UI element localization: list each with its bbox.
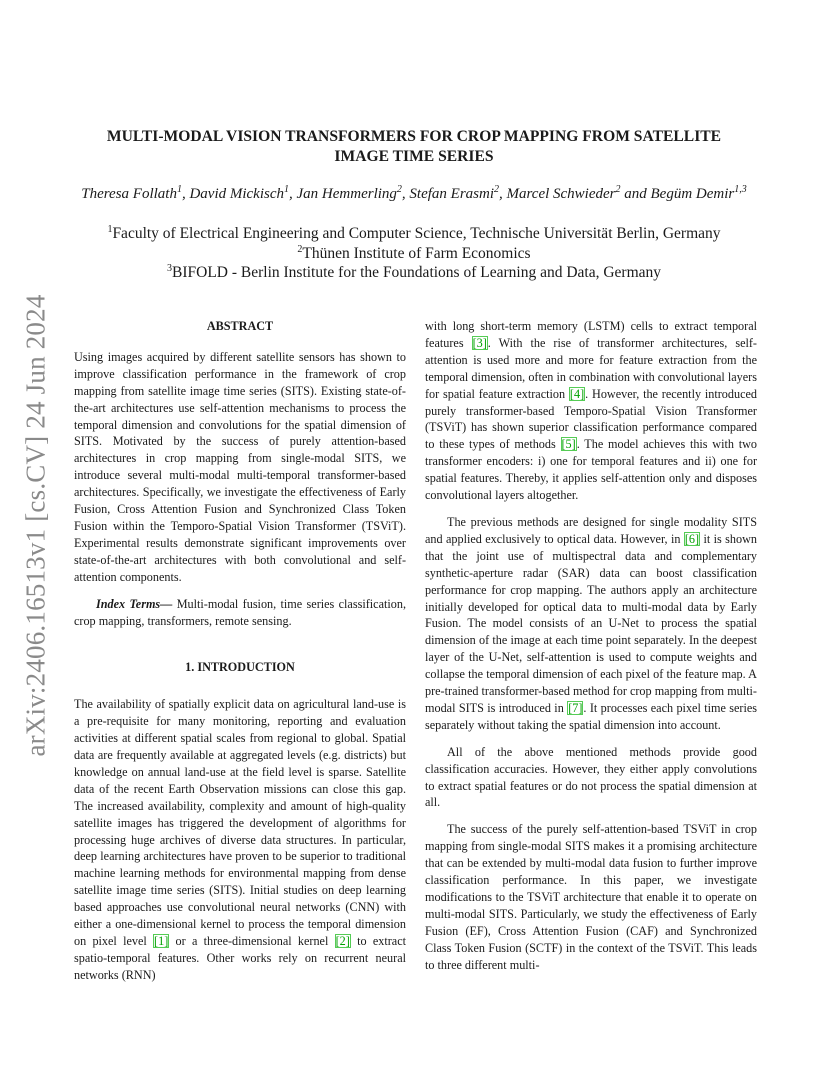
affiliation-3 xyxy=(60,263,768,283)
paragraph-text: it is shown that the joint use of multispectral data and complementary synthetic-aperture radar (SAR) data can boost classification performance for crop mapping. The authors apply an architecture initially developed for optical data to multi-modal data by Early Fusion. The model consists of an U-Net to process the spatial dimension of the image at each time point separately. In the deepest layer of the U-Net, self-attention is used to compute weights and collapse the temporal dimension of each pixel of the feature map. A pre-trained transformer-based method for crop mapping from multi-modal SITS is introduced in xyxy=(425,531,757,715)
author-name: Begüm Demir xyxy=(650,186,735,202)
author-separator: , xyxy=(499,186,507,202)
introduction-heading: 1. INTRODUCTION xyxy=(185,660,295,675)
affiliation-text: BIFOLD - Berlin Institute for the Foundations of Learning and Data, Germany xyxy=(172,264,661,281)
paragraph-text: The availability of spatially explicit data on agricultural land-use is a pre-requisite for many monitoring, reporting and evaluation activities at different spatial scales from regional to global. Spatial data are frequently available at aggregated levels (e.g. districts) but knowledge on annual land-use at the field level is sparse. Satellite data of the recent Earth Observation missions can close this gap. The increased availability, complexity and amount of high-quality satellite images has triggered the development of algorithms for processing huge archives of diverse data structures. In particular, deep learning architectures have proven to be superior to traditional machine learning methods for environmental mapping from dense satellite image time series (SITS). Initial studies on deep learning based approaches use convolutional neural networks (CNN) with either a one-dimensional kernel to process the temporal dimension on pixel level xyxy=(74,697,406,948)
paragraph-text: or a three-dimensional kernel xyxy=(169,934,335,948)
citation-link[interactable]: [6] xyxy=(684,531,700,546)
author-separator: , xyxy=(401,186,410,202)
author-affil-mark: 1,3 xyxy=(734,184,747,195)
index-terms xyxy=(74,596,406,630)
abstract-text: Using images acquired by different satellite sensors has shown to improve classification performance in the framework of crop mapping from satellite image time series (SITS). Existing state-of-the-art architectures use self-attention mechanisms to process the temporal dimension and convolutions for the spatial dimension of SITS. Motivated by the success of purely attention-based architectures in crop mapping from single-modal SITS, we introduce several multi-modal multi-temporal transformer-based architectures. Specifically, we investigate the effectiveness of Early Fusion, Cross Attention Fusion and Synchronized Class Token Fusion within the Temporo-Spatial Vision Transformer (TSViT). Experimental results demonstrate significant improvements over state-of-the-art architectures with both convolutional and self-attention components. xyxy=(74,349,406,584)
author-affil-mark: 2 xyxy=(494,184,500,195)
intro-paragraph-3: All of the above mentioned methods provide good classification accuracies. However, they either apply convolutions to extract spatial features or do not process the spatial dimension at all. xyxy=(425,744,757,810)
paragraph-text: . The model achieves this with two transformer encoders: i) one for temporal features and ii) one for spatial features. Thereby, it applies self-attention only and disposes convolutional layers altogether. xyxy=(425,437,758,503)
author-separator: , xyxy=(181,186,190,202)
intro-paragraph-1-continued xyxy=(425,318,757,504)
intro-paragraph-4: The success of the purely self-attention-based TSViT in crop mapping from single-modal SITS makes it a promising architecture that can be extended by multi-modal data fusion to further improve classification performance. In this paper, we investigate modifications to the TSViT architecture that enable it to operate on multi-modal SITS. Particularly, we study the effectiveness of Early Fusion (EF), Cross Attention Fusion (CAF) and Synchronized Class Token Fusion (SCTF) in the context of the TSViT. This leads to three different multi- xyxy=(425,822,757,972)
author-list xyxy=(40,184,788,204)
author-affil-mark: 2 xyxy=(396,184,402,195)
affiliation-1 xyxy=(60,224,768,244)
index-terms-label: Index Terms— xyxy=(96,596,173,611)
author-name: David Mickisch xyxy=(189,186,285,202)
intro-paragraph-1 xyxy=(74,696,406,983)
citation-link[interactable]: [3] xyxy=(472,335,487,350)
citation-link[interactable]: [1] xyxy=(154,934,169,948)
intro-paragraph-2 xyxy=(425,514,757,734)
paragraph-text: The previous methods are designed for single modality SITS and applied exclusively to optical data. However, in xyxy=(425,514,757,546)
arxiv-identifier: arXiv:2406.16513v1 [cs.CV] 24 Jun 2024 xyxy=(20,293,51,757)
citation-link[interactable]: [7] xyxy=(568,700,583,715)
affiliation-mark: 3 xyxy=(167,262,172,274)
author-affil-mark: 1 xyxy=(284,184,290,195)
paragraph-text: . However, the recently introduced purely transformer-based Temporo-Spatial Vision Transformer (TSViT) has shown superior classification performance compared to these types of methods xyxy=(425,386,758,452)
author-name: Marcel Schwieder xyxy=(506,186,616,202)
author-separator: , xyxy=(289,186,297,202)
affiliation-mark: 1 xyxy=(107,223,113,235)
author-name: Theresa Follath xyxy=(81,186,177,202)
left-column xyxy=(74,318,406,994)
citation-link[interactable]: [5] xyxy=(561,437,576,452)
arxiv-side-stamp xyxy=(6,290,66,760)
affiliation-text: Faculty of Electrical Engineering and Computer Science, Technische Universität Berlin, Germany xyxy=(112,225,721,242)
title-line-1: MULTI-MODAL VISION TRANSFORMERS FOR CROP MAPPING FROM SATELLITE xyxy=(106,128,722,145)
author-separator: and xyxy=(620,186,651,202)
affiliation-text: Thünen Institute of Farm Economics xyxy=(302,245,531,262)
title-line-2: IMAGE TIME SERIES xyxy=(334,148,494,165)
paragraph-text: with long short-term memory (LSTM) cells to extract temporal features xyxy=(425,319,757,350)
paragraph-text: to extract spatio-temporal features. Other works rely on recurrent neural networks (RNN) xyxy=(74,934,406,982)
citation-link[interactable]: [4] xyxy=(569,386,585,401)
paragraph-text: . It processes each pixel time series separately without taking the spatial dimension into account. xyxy=(425,700,758,732)
paper-title xyxy=(60,127,768,167)
abstract-heading: ABSTRACT xyxy=(206,319,274,333)
right-column xyxy=(425,318,757,984)
affiliation-2 xyxy=(60,244,768,264)
affiliation-mark: 2 xyxy=(297,243,303,255)
citation-link[interactable]: [2] xyxy=(335,934,350,948)
author-affil-mark: 1 xyxy=(176,184,182,195)
paragraph-text: . With the rise of transformer architectures, self-attention is used more and more for feature extraction from the temporal dimension, often in combination with convolutional layers for spatial feature extraction xyxy=(425,335,757,401)
index-terms-text: Multi-modal fusion, time series classification, crop mapping, transformers, remote sensing. xyxy=(74,596,406,628)
author-name: Jan Hemmerling xyxy=(296,186,397,202)
author-name: Stefan Erasmi xyxy=(409,186,495,202)
author-affil-mark: 2 xyxy=(615,184,621,195)
